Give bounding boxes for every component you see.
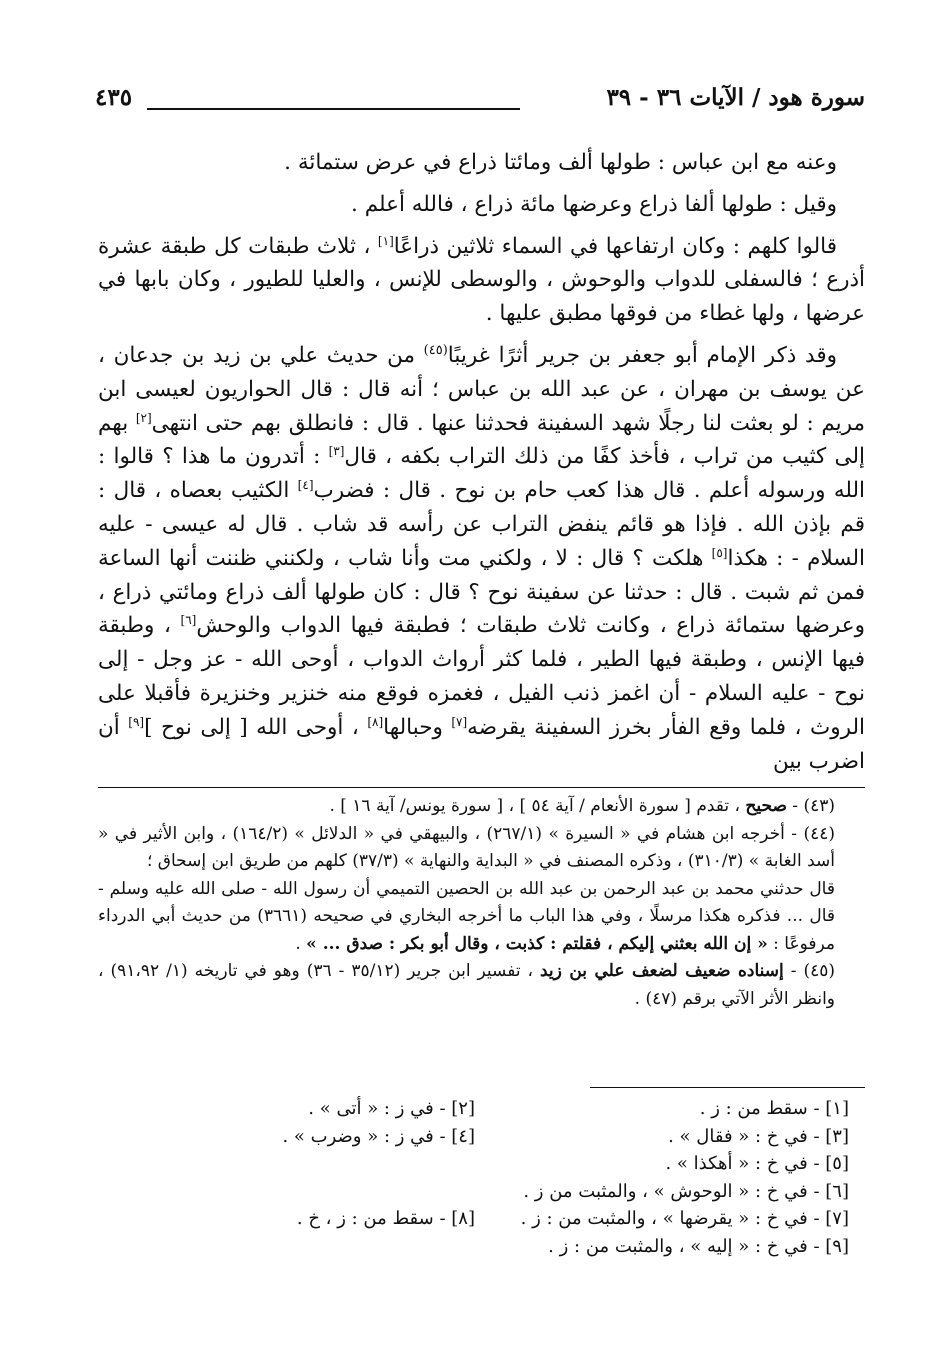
paragraph-1-text: وعنه مع ابن عباس : طولها ألف ومائتا ذراع في عرض ستمائة . bbox=[284, 150, 837, 175]
variants-separator bbox=[590, 1087, 865, 1088]
variant-4: [٤] - في ز : « وضرب » . bbox=[282, 1125, 475, 1147]
note-45-number: (٤٥) - bbox=[783, 961, 836, 981]
footnote-marker-2: [٢] bbox=[135, 410, 152, 425]
note-44-text-a: (٤٤) - أخرجه ابن هشام في « السيرة » (٢٦٧/١) ، والبيهقي في « الدلائل » (١٦٤/٢) ، وابن الأثير في « أسد الغابة » (٣١٠/٣) ، وذكره المصنف في « البداية والنهاية » (٣٧/٣) كلهم من طريق ابن إسحاق ؛ bbox=[98, 823, 835, 871]
main-text bbox=[98, 146, 865, 778]
footnote-marker-6: [٦] bbox=[180, 613, 197, 628]
paragraph-4-text-d: : أتدرون ما هذا ؟ قالوا : الله ورسوله أعلم . قال هذا كعب حام بن نوح . قال : فضرب bbox=[98, 444, 865, 504]
note-43-grade: صحيح bbox=[745, 796, 787, 816]
variant-row bbox=[98, 1205, 865, 1233]
paragraph-4-text-g: ، وطبقة فيها الإنس ، وطبقة فيها الطير ، فلما كثر أرواث الدواب ، أوحى الله - عز وجل - إلى نوح - عليه السلام - أن اغمز ذنب الفيل ، فغمزه فوقع منه خنزير وخنزيرة فأقبلا على الروث ، فلما وقع الفأر بخرز السفينة يقرضه bbox=[98, 613, 865, 740]
footnote-marker-8: [٨] bbox=[367, 714, 384, 729]
variant-5: [٥] - في خ : « أهكذا » . bbox=[665, 1153, 849, 1175]
variant-row bbox=[98, 1178, 865, 1206]
paragraph-4-text-i: ، أوحى الله [ إلى نوح ] bbox=[144, 714, 368, 740]
paragraph-2 bbox=[98, 188, 865, 222]
paragraph-3-text-a: قالوا كلهم : وكان ارتفاعها في السماء ثلاثين ذراعًا bbox=[393, 233, 837, 259]
note-marker-45: (٤٥) bbox=[423, 342, 448, 358]
footnote-marker-4: [٤] bbox=[297, 478, 314, 493]
variant-row bbox=[98, 1123, 865, 1151]
paragraph-4-text-a: وقد ذكر الإمام أبو جعفر بن جرير أثرًا غريبًا bbox=[447, 342, 837, 368]
note-43 bbox=[98, 793, 865, 821]
paragraph-4-text-b: من حديث علي بن زيد بن جدعان ، عن يوسف بن مهران ، عن عبد الله بن عباس ؛ أنه قال : قال الحواريون لعيسى ابن مريم : لو بعثت لنا رجلًا شهد السفينة فحدثنا عنها . قال : فانطلق بهم حتى انتهى bbox=[98, 342, 865, 436]
paragraph-4-text-f: هلكت ؟ قال : لا ، ولكني مت وأنا شاب ، ولكنني ظننت أنها الساعة فمن ثم شبت . قال : حدثنا عن سفينة نوح ؟ قال : كان طولها ألف ذراع ومائتي ذراع ، وعرضها ستمائة ذراع ، وكانت ثلاث طبقات ؛ فطبقة فيها الدواب والوحش bbox=[98, 545, 865, 639]
header-rule bbox=[147, 108, 520, 110]
note-45-text: ، تفسير ابن جرير (٣٥/١٢ - ٣٦) وهو في تاريخه (١/ ٩١،٩٢) ، وانظر الأثر الآتي برقم (٤٧) . bbox=[98, 961, 835, 1009]
note-43-number: (٤٣) - bbox=[786, 796, 835, 816]
note-43-text: ، تقدم [ سورة الأنعام / آية ٥٤ ] ، [ سورة يونس/ آية ١٦ ] . bbox=[329, 796, 746, 816]
note-44-text-b: قال حدثني محمد بن عبد الرحمن بن عبد الله بن الحصين التميمي أن رسول الله - صلى الله عليه وسلم - قال ... فذكره هكذا مرسلًا ، وفي هذا الباب ما أخرجه البخاري في صحيحه (٣٦٦١) من حديث أبي الدرداء مرفوعًا : bbox=[98, 878, 836, 954]
paragraph-4-text-j: أن اضرب بين bbox=[98, 714, 865, 774]
note-44-hadith-quote: « إن الله بعثني إليكم ، فقلتم : كذبت ، وقال أبو بكر : صدق ... » bbox=[306, 933, 768, 954]
variant-3: [٣] - في خ : « فقال » . bbox=[668, 1125, 849, 1147]
variant-row bbox=[98, 1150, 865, 1178]
variant-row bbox=[98, 1233, 865, 1261]
note-44-part-2 bbox=[98, 876, 865, 959]
note-45 bbox=[98, 958, 865, 1013]
paragraph-2-text: وقيل : طولها ألفا ذراع وعرضها مائة ذراع ، فالله أعلم . bbox=[351, 191, 837, 217]
note-45-grade: إسناده ضعيف لضعف علي بن زيد bbox=[540, 961, 784, 981]
variant-1: [١] - سقط من : ز . bbox=[699, 1098, 849, 1119]
note-44-part-1 bbox=[98, 821, 865, 876]
paragraph-1 bbox=[98, 146, 865, 180]
page-number: ٤٣٥ bbox=[95, 84, 133, 111]
page-header bbox=[95, 84, 865, 118]
variant-7: [٧] - في خ : « يقرضها » ، والمثبت من : ز . bbox=[520, 1208, 849, 1230]
paragraph-4 bbox=[98, 339, 865, 778]
footnotes-separator bbox=[98, 787, 865, 788]
footnote-marker-3: [٣] bbox=[328, 444, 345, 459]
commentary-notes bbox=[98, 793, 865, 1013]
paragraph-4-text-c: بهم إلى كثيب من تراب ، فأخذ كفًا من ذلك التراب بكفه ، قال bbox=[98, 410, 865, 470]
footnote-marker-5: [٥] bbox=[711, 545, 728, 560]
variant-6: [٦] - في خ : « الوحوش » ، والمثبت من ز . bbox=[523, 1180, 849, 1202]
variant-row bbox=[98, 1095, 865, 1123]
variant-8: [٨] - سقط من : ز ، خ . bbox=[296, 1208, 475, 1230]
variant-2: [٢] - في ز : « أتى » . bbox=[308, 1098, 475, 1119]
paragraph-4-text-h: وحبالها bbox=[383, 714, 452, 740]
paragraph-4-text-e: الكثيب بعصاه ، قال : قم بإذن الله . فإذا هو قائم ينفض التراب عن رأسه قد شاب . قال له عيسى - عليه السلام - : هكذا bbox=[98, 478, 866, 571]
footnote-marker-9: [٩] bbox=[128, 714, 145, 729]
footnote-marker-7: [٧] bbox=[451, 714, 468, 729]
manuscript-variants bbox=[98, 1095, 865, 1261]
paragraph-3 bbox=[98, 230, 865, 331]
variant-9: [٩] - في خ : « إليه » ، والمثبت من : ز . bbox=[548, 1235, 849, 1257]
footnote-marker-1: [١] bbox=[377, 233, 394, 248]
paragraph-3-text-b: ، ثلاث طبقات كل طبقة عشرة أذرع ؛ فالسفلى للدواب والوحوش ، والوسطى للإنس ، والعليا للطيور ، وكان بابها في عرضها ، ولها غطاء من فوقها مطبق عليها . bbox=[98, 233, 865, 327]
note-44-end: . bbox=[295, 933, 307, 954]
running-title: سورة هود / الآيات ٣٦ - ٣٩ bbox=[606, 84, 865, 111]
